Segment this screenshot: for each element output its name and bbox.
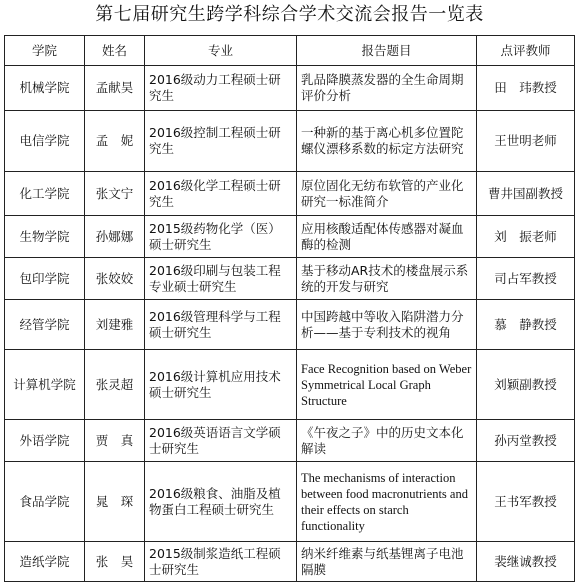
table-row: [5, 462, 575, 542]
major-cell: 2015级制浆造纸工程硕士研究生: [145, 542, 297, 582]
name-cell: 张灵超: [85, 350, 145, 420]
topic-cell: 一种新的基于离心机多位置陀螺仪漂移系数的标定方法研究: [297, 111, 477, 172]
reviewer-cell: 刘 振老师: [477, 216, 575, 258]
reviewer-cell: 王书军教授: [477, 462, 575, 542]
topic-cell: Face Recognition based on Weber Symmetrical Local Graph Structure: [297, 350, 477, 420]
header-reviewer: 点评教师: [477, 36, 575, 66]
college-cell: 计算机学院: [5, 350, 85, 420]
major-cell: 2016级管理科学与工程硕士研究生: [145, 300, 297, 350]
college-cell: 造纸学院: [5, 542, 85, 582]
name-cell: 张文宁: [85, 172, 145, 216]
header-name: 姓名: [85, 36, 145, 66]
name-cell: 晁 琛: [85, 462, 145, 542]
major-cell: 2016级印刷与包装工程专业硕士研究生: [145, 258, 297, 300]
topic-cell: 应用核酸适配体传感器对凝血酶的检测: [297, 216, 477, 258]
table-row: [5, 258, 575, 300]
table-row: [5, 66, 575, 111]
name-cell: 张姣姣: [85, 258, 145, 300]
college-cell: 食品学院: [5, 462, 85, 542]
topic-cell: 基于移动AR技术的楼盘展示系统的开发与研究: [297, 258, 477, 300]
reviewer-cell: 王世明老师: [477, 111, 575, 172]
header-topic: 报告题目: [297, 36, 477, 66]
major-cell: 2016级计算机应用技术硕士研究生: [145, 350, 297, 420]
college-cell: 电信学院: [5, 111, 85, 172]
table-row: [5, 300, 575, 350]
college-cell: 经管学院: [5, 300, 85, 350]
reviewer-cell: 孙丙堂教授: [477, 420, 575, 462]
name-cell: 孙娜娜: [85, 216, 145, 258]
topic-cell: 原位固化无纺布软管的产业化研究一标准简介: [297, 172, 477, 216]
table-header-row: [5, 36, 575, 66]
report-table: [4, 35, 575, 582]
name-cell: 孟献昊: [85, 66, 145, 111]
name-cell: 张 昊: [85, 542, 145, 582]
page-title: 第七届研究生跨学科综合学术交流会报告一览表: [95, 4, 484, 25]
topic-cell: The mechanisms of interaction between food macronutrients and their effects on starch functionality: [297, 462, 477, 542]
name-cell: 刘建雅: [85, 300, 145, 350]
header-major: 专业: [145, 36, 297, 66]
table-row: [5, 420, 575, 462]
name-cell: 贾 真: [85, 420, 145, 462]
table-row: [5, 111, 575, 172]
major-cell: 2016级动力工程硕士研究生: [145, 66, 297, 111]
name-cell: 孟 妮: [85, 111, 145, 172]
table-row: [5, 216, 575, 258]
topic-cell: 纳米纤维素与纸基锂离子电池隔膜: [297, 542, 477, 582]
major-cell: 2016级英语语言文学硕士研究生: [145, 420, 297, 462]
major-cell: 2016级化学工程硕士研究生: [145, 172, 297, 216]
reviewer-cell: 刘颖副教授: [477, 350, 575, 420]
reviewer-cell: 田 玮教授: [477, 66, 575, 111]
topic-cell: 乳品降膜蒸发器的全生命周期评价分析: [297, 66, 477, 111]
major-cell: 2016级粮食、油脂及植物蛋白工程硕士研究生: [145, 462, 297, 542]
table-row: [5, 542, 575, 582]
topic-cell: 中国跨越中等收入陷阱潜力分析——基于专利技术的视角: [297, 300, 477, 350]
topic-cell: 《午夜之子》中的历史文本化解读: [297, 420, 477, 462]
major-cell: 2016级控制工程硕士研究生: [145, 111, 297, 172]
college-cell: 机械学院: [5, 66, 85, 111]
reviewer-cell: 裴继诚教授: [477, 542, 575, 582]
table-row: [5, 350, 575, 420]
college-cell: 外语学院: [5, 420, 85, 462]
reviewer-cell: 曹井国副教授: [477, 172, 575, 216]
major-cell: 2015级药物化学（医）硕士研究生: [145, 216, 297, 258]
table-row: [5, 172, 575, 216]
reviewer-cell: 慕 静教授: [477, 300, 575, 350]
header-college: 学院: [5, 36, 85, 66]
college-cell: 生物学院: [5, 216, 85, 258]
college-cell: 包印学院: [5, 258, 85, 300]
college-cell: 化工学院: [5, 172, 85, 216]
reviewer-cell: 司占军教授: [477, 258, 575, 300]
